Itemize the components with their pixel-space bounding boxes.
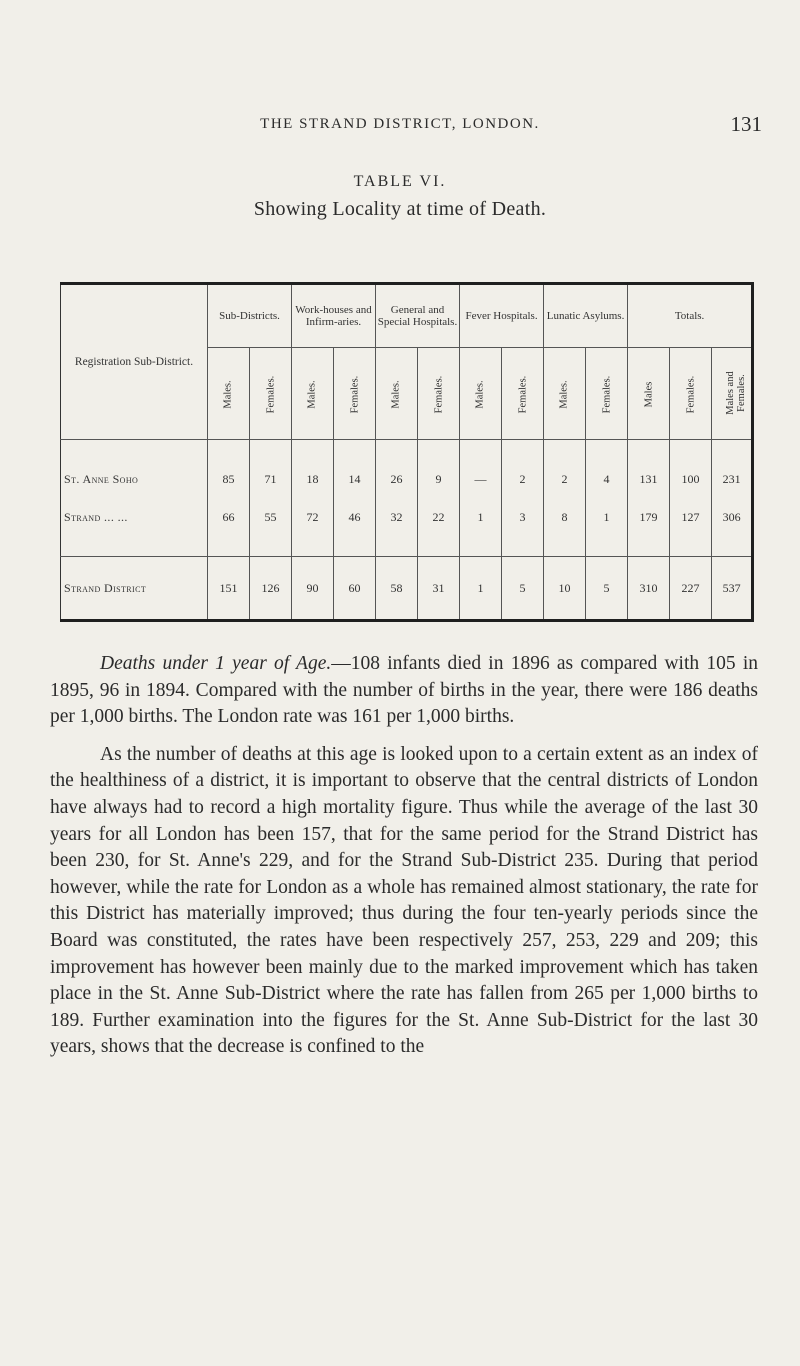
table-cell: 2 [544, 460, 586, 498]
table-cell: 1 [586, 498, 628, 536]
paragraph-text: —108 infants died in 1896 as compared with 105 in 1895, 96 in 1894. Compared with the number of births in the year, there were 186 deaths per 1,000 births. The London rate was 161 per 1,000 births. [50, 653, 758, 728]
group-header-fever-hospitals: Fever Hospitals. [460, 284, 544, 348]
table-cell: 8 [544, 498, 586, 536]
table-row [61, 498, 753, 536]
group-header-workhouses: Work-houses and Infirm-aries. [292, 284, 376, 348]
col-header-totals-males: Males [628, 348, 670, 440]
group-header-lunatic-asylums: Lunatic Asylums. [544, 284, 628, 348]
col-header-females: Females. [418, 348, 460, 440]
total-row-name: Strand District [61, 557, 208, 621]
table-row [61, 460, 753, 498]
table-cell: 310 [628, 557, 670, 621]
table-cell: — [460, 460, 502, 498]
table-cell: 306 [712, 498, 753, 536]
col-header-males: Males. [544, 348, 586, 440]
col-header-females: Females. [586, 348, 628, 440]
table-cell: 60 [334, 557, 376, 621]
table-cell: 72 [292, 498, 334, 536]
body-text [50, 651, 758, 1061]
paragraph-lead: Deaths under 1 year of Age. [100, 653, 332, 674]
col-header-totals-females: Females. [670, 348, 712, 440]
table-cell: 131 [628, 460, 670, 498]
table-subtitle: Showing Locality at time of Death. [253, 198, 547, 220]
table-cell: 32 [376, 498, 418, 536]
table-cell: 14 [334, 460, 376, 498]
table-cell: 127 [670, 498, 712, 536]
locality-table-frame [60, 282, 760, 623]
table-cell: 10 [544, 557, 586, 621]
table-cell: 18 [292, 460, 334, 498]
col-header-females: Females. [250, 348, 292, 440]
table-cell: 4 [586, 460, 628, 498]
table-cell: 90 [292, 557, 334, 621]
col-header-females: Females. [334, 348, 376, 440]
paragraph-mortality-index: As the number of deaths at this age is looked upon to a certain extent as an index of the healthiness of a district, it is important to observe that the central districts of London have always had to record a high mortality figure. Thus while the average of the last 30 years for all London has been 157, that for the same period for the Strand District has been 230, for St. Anne's 229, and for the Strand Sub-District 235. During that period however, while the rate for London as a whole has remained almost stationary, the rate for this District has materially improved; thus during the four ten-yearly periods since the Board was constituted, the rates have been respectively 257, 253, 229 and 209; this improvement has however been mainly due to the marked improvement which has taken place in the St. Anne Sub-District where the rate has fallen from 265 per 1,000 births to 189. Further examination into the figures for the St. Anne Sub-District for the last 30 years, shows that the decrease is confined to the [50, 743, 758, 1058]
running-head [0, 112, 800, 146]
col-header-females: Females. [502, 348, 544, 440]
col-header-totals-both: Males and Females. [712, 348, 753, 440]
page-number: 131 [730, 112, 762, 136]
table-cell: 537 [712, 557, 753, 621]
table-cell: 3 [502, 498, 544, 536]
col-header-males: Males. [376, 348, 418, 440]
table-cell: 5 [502, 557, 544, 621]
table-cell: 85 [208, 460, 250, 498]
group-header-sub-districts: Sub-Districts. [208, 284, 292, 348]
table-cell: 1 [460, 557, 502, 621]
table-cell: 46 [334, 498, 376, 536]
table-spacer-row [61, 440, 753, 461]
group-header-general-hospitals: General and Special Hospitals. [376, 284, 460, 348]
col-header-males: Males. [208, 348, 250, 440]
running-title: THE STRAND DISTRICT, LONDON. [260, 116, 540, 132]
table-cell: 31 [418, 557, 460, 621]
table-cell: 26 [376, 460, 418, 498]
table-spacer-row [61, 536, 753, 557]
table-cell: 1 [460, 498, 502, 536]
row-name: Strand ... ... [64, 509, 128, 524]
table-cell: 71 [250, 460, 292, 498]
table-cell: 66 [208, 498, 250, 536]
table-cell: 2 [502, 460, 544, 498]
table-cell: 231 [712, 460, 753, 498]
table-cell: 100 [670, 460, 712, 498]
table-cell: 9 [418, 460, 460, 498]
table-total-row [61, 557, 753, 621]
table-cell: 151 [208, 557, 250, 621]
table-cell: 227 [670, 557, 712, 621]
locality-of-death-table [60, 282, 754, 622]
table-cell: 55 [250, 498, 292, 536]
table-title: TABLE VI. [353, 173, 447, 190]
col-header-males: Males. [460, 348, 502, 440]
table-cell: 5 [586, 557, 628, 621]
paragraph-infant-deaths [50, 651, 758, 731]
table-cell: 58 [376, 557, 418, 621]
col-header-males: Males. [292, 348, 334, 440]
group-header-totals: Totals. [628, 284, 753, 348]
table-cell: 126 [250, 557, 292, 621]
table-cell: 22 [418, 498, 460, 536]
row-name: St. Anne Soho [64, 471, 139, 486]
registration-header: Registration Sub-District. [61, 284, 208, 440]
table-cell: 179 [628, 498, 670, 536]
